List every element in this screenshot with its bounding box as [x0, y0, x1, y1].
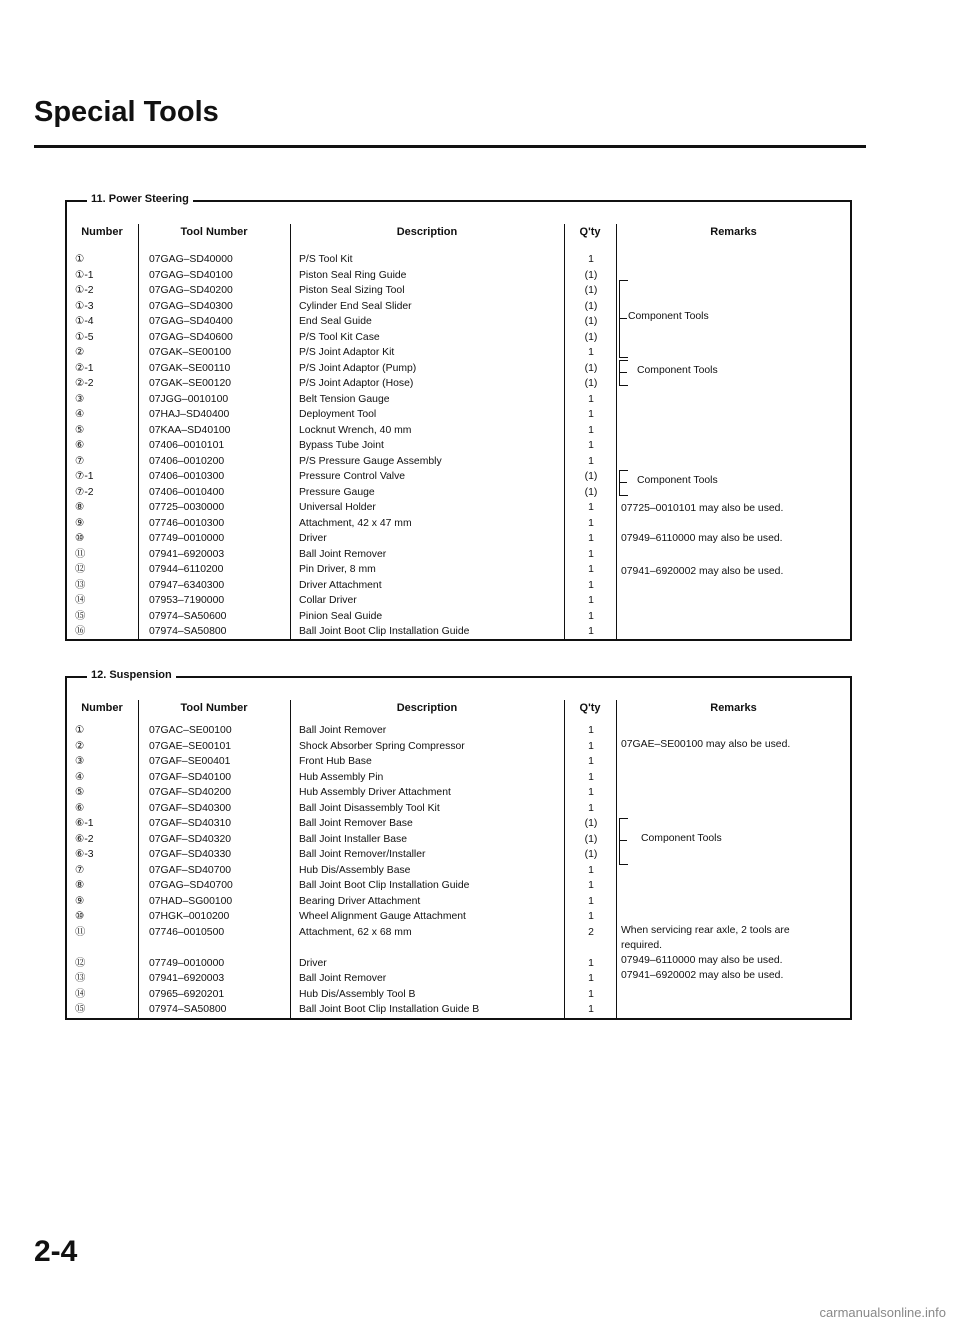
- number-cell: ③: [75, 393, 85, 405]
- number-cell: ⑭: [75, 595, 86, 606]
- qty-cell: 1: [588, 579, 594, 591]
- qty-cell: 1: [588, 957, 594, 969]
- number-column: [75, 723, 94, 1018]
- description-cell: Universal Holder: [299, 502, 376, 513]
- remark-bracket: [619, 470, 628, 496]
- number-cell: ④: [75, 771, 85, 783]
- number-cell: ⑦: [75, 864, 85, 876]
- tool-number-cell: 07406–0010101: [149, 440, 225, 451]
- remark-note: required.: [621, 940, 663, 951]
- number-cell: ②-1: [75, 362, 94, 374]
- number-cell: ①-2: [75, 285, 94, 296]
- column-divider: [564, 700, 565, 1018]
- number-cell: ⑪: [75, 548, 86, 560]
- tool-number-cell: 07GAF–SE00401: [149, 756, 231, 767]
- description-cell: Locknut Wrench, 40 mm: [299, 424, 412, 436]
- tool-number-cell: 07947–6340300: [149, 579, 225, 591]
- number-cell: ⑥-2: [75, 833, 94, 845]
- number-cell: ⑧: [75, 880, 85, 891]
- qty-cell: 1: [588, 802, 594, 814]
- qty-column: [567, 723, 615, 1018]
- tool-number-cell: 07406–0010300: [149, 471, 225, 482]
- qty-cell: 1: [588, 787, 594, 798]
- description-cell: Ball Joint Remover Base: [299, 818, 413, 829]
- remark-component-tools: Component Tools: [641, 833, 722, 844]
- description-cell: P/S Joint Adaptor (Hose): [299, 378, 414, 389]
- tool-number-cell: 07GAG–SD40400: [149, 316, 233, 327]
- qty-cell: (1): [584, 378, 598, 389]
- qty-cell: 2: [588, 926, 594, 938]
- tool-number-cell: 07GAG–SD40700: [149, 880, 233, 891]
- number-cell: ⑩: [75, 533, 85, 544]
- qty-cell: 1: [588, 517, 594, 529]
- number-cell: ①-3: [75, 300, 94, 312]
- description-cell: Pressure Control Valve: [299, 471, 406, 482]
- description-cell: Belt Tension Gauge: [299, 393, 390, 405]
- qty-cell: 1: [588, 548, 594, 560]
- description-cell: Bypass Tube Joint: [299, 440, 384, 451]
- description-cell: Ball Joint Installer Base: [299, 833, 408, 845]
- tool-number-cell: 07HGK–0010200: [149, 911, 230, 922]
- qty-cell: 1: [588, 502, 594, 513]
- description-cell: P/S Joint Adaptor Kit: [299, 347, 395, 358]
- qty-cell: (1): [584, 316, 598, 327]
- column-divider: [290, 700, 291, 1018]
- tool-number-cell: 07GAF–SD40100: [149, 771, 232, 783]
- qty-column: [567, 252, 615, 640]
- number-cell: ②: [75, 740, 85, 752]
- tool-number-cell: 07GAF–SD40330: [149, 849, 232, 860]
- number-cell: ②: [75, 347, 85, 358]
- qty-cell: (1): [584, 471, 598, 482]
- qty-cell: 1: [588, 756, 594, 767]
- qty-cell: 1: [588, 254, 594, 265]
- description-cell: Pressure Gauge: [299, 486, 375, 498]
- description-cell: P/S Tool Kit Case: [299, 331, 380, 343]
- tool-number-cell: 07953–7190000: [149, 595, 225, 606]
- tool-number-cell: 07KAA–SD40100: [149, 424, 231, 436]
- tool-number-cell: 07GAF–SD40310: [149, 818, 232, 829]
- number-cell: ⑤: [75, 787, 85, 798]
- qty-cell: 1: [588, 895, 594, 907]
- column-divider: [138, 700, 139, 1018]
- description-cell: Ball Joint Boot Clip Installation Guide B: [299, 1004, 480, 1015]
- tool-number-cell: [149, 940, 233, 956]
- description-cell: Pinion Seal Guide: [299, 610, 383, 622]
- tool-number-cell: 07GAK–SE00100: [149, 347, 232, 358]
- description-cell: Ball Joint Boot Clip Installation Guide: [299, 880, 470, 891]
- description-cell: Shock Absorber Spring Compressor: [299, 740, 465, 752]
- qty-cell: 1: [588, 740, 594, 752]
- tool-number-cell: 07JGG–0010100: [149, 393, 229, 405]
- qty-cell: (1): [584, 362, 598, 374]
- header-remarks: Remarks: [710, 702, 757, 714]
- description-cell: P/S Tool Kit: [299, 254, 353, 265]
- tool-number-cell: 07974–SA50800: [149, 1004, 227, 1015]
- column-divider: [564, 224, 565, 639]
- description-column: [299, 252, 469, 640]
- tool-number-cell: 07406–0010400: [149, 486, 225, 498]
- number-cell: ③: [75, 756, 85, 767]
- remark-alternate-tool: 07GAE–SE00100 may also be used.: [621, 739, 791, 750]
- suspension-section: [65, 669, 852, 1020]
- description-column: [299, 723, 479, 1018]
- tool-number-cell: 07941–6920003: [149, 973, 225, 984]
- tool-number-cell: 07GAF–SD40700: [149, 864, 232, 876]
- number-cell: ⑧: [75, 502, 85, 513]
- tool-number-cell: 07GAK–SE00110: [149, 362, 231, 374]
- tool-number-cell: 07GAG–SD40000: [149, 254, 233, 265]
- qty-cell: 1: [588, 988, 594, 1000]
- description-cell: Hub Assembly Pin: [299, 771, 384, 783]
- tool-number-cell: 07GAF–SD40200: [149, 787, 232, 798]
- tool-number-cell: 07974–SA50600: [149, 610, 227, 622]
- header-tool-number: Tool Number: [180, 702, 248, 714]
- number-cell: ⑥: [75, 802, 85, 814]
- number-cell: ①-1: [75, 269, 94, 281]
- qty-cell: 1: [588, 347, 594, 358]
- description-cell: Cylinder End Seal Slider: [299, 300, 412, 312]
- remark-bracket-tick: [619, 372, 627, 373]
- number-cell: ⑮: [75, 1004, 86, 1015]
- remark-component-tools: Component Tools: [628, 311, 709, 322]
- description-cell: Driver: [299, 957, 327, 969]
- remark-bracket: [619, 818, 628, 865]
- qty-cell: 1: [588, 973, 594, 984]
- description-cell: Front Hub Base: [299, 756, 372, 767]
- page-title: Special Tools: [34, 96, 219, 128]
- qty-cell: 1: [588, 455, 594, 467]
- tool-number-column: [149, 252, 233, 640]
- remark-component-tools: Component Tools: [637, 475, 718, 486]
- number-cell: ⑦-2: [75, 486, 94, 498]
- tool-number-cell: 07941–6920003: [149, 548, 225, 560]
- number-cell: ⑨: [75, 517, 85, 529]
- number-cell: ⑩: [75, 911, 85, 922]
- remark-alternate-tool: 07941–6920002 may also be used.: [621, 566, 784, 577]
- header-remarks: Remarks: [710, 226, 757, 238]
- description-cell: Piston Seal Sizing Tool: [299, 285, 405, 296]
- description-cell: Ball Joint Boot Clip Installation Guide: [299, 626, 470, 637]
- number-cell: ⑯: [75, 626, 86, 637]
- number-cell: ⑨: [75, 895, 85, 907]
- remark-alternate-tool: 07941–6920002 may also be used.: [621, 970, 784, 981]
- tool-number-cell: 07GAF–SD40300: [149, 802, 232, 814]
- tool-number-column: [149, 723, 233, 1018]
- tool-number-cell: 07725–0030000: [149, 502, 225, 513]
- qty-cell: 1: [588, 393, 594, 405]
- remark-bracket-tick: [619, 482, 627, 483]
- tool-number-cell: 07GAG–SD40600: [149, 331, 233, 343]
- description-cell: Hub Assembly Driver Attachment: [299, 787, 451, 798]
- number-cell: [75, 940, 94, 956]
- number-cell: ⑥-1: [75, 818, 94, 829]
- tool-number-cell: 07GAG–SD40200: [149, 285, 233, 296]
- description-cell: Ball Joint Remover: [299, 725, 387, 736]
- description-cell: Driver Attachment: [299, 579, 382, 591]
- tool-number-cell: 07746–0010300: [149, 517, 225, 529]
- qty-cell: (1): [584, 269, 598, 281]
- header-description: Description: [396, 226, 458, 238]
- tool-number-cell: 07749–0010000: [149, 957, 225, 969]
- qty-cell: 1: [588, 610, 594, 622]
- tool-number-cell: 07GAG–SD40100: [149, 269, 233, 281]
- watermark: carmanualsonline.info: [819, 1305, 946, 1320]
- number-cell: ⑥-3: [75, 849, 94, 860]
- description-cell: Attachment, 62 x 68 mm: [299, 926, 412, 938]
- number-cell: ④: [75, 409, 85, 420]
- column-divider: [138, 224, 139, 639]
- tool-number-cell: 07GAF–SD40320: [149, 833, 232, 845]
- qty-cell: (1): [584, 833, 598, 845]
- number-cell: ⑫: [75, 957, 86, 969]
- remark-bracket: [619, 360, 628, 386]
- qty-cell: 1: [588, 880, 594, 891]
- tool-number-cell: 07GAG–SD40300: [149, 300, 233, 312]
- description-cell: Hub Dis/Assembly Tool B: [299, 988, 416, 1000]
- qty-cell: 1: [588, 864, 594, 876]
- description-cell: Deployment Tool: [299, 409, 377, 420]
- number-cell: ⑤: [75, 424, 85, 436]
- qty-cell: (1): [584, 300, 598, 312]
- description-cell: Piston Seal Ring Guide: [299, 269, 407, 281]
- tool-number-cell: 07746–0010500: [149, 926, 225, 938]
- remark-note: When servicing rear axle, 2 tools are: [621, 925, 790, 936]
- description-cell: Hub Dis/Assembly Base: [299, 864, 411, 876]
- qty-cell: [567, 940, 615, 956]
- section-title: 11. Power Steering: [87, 193, 193, 205]
- qty-cell: (1): [584, 285, 598, 296]
- column-divider: [616, 700, 617, 1018]
- qty-cell: 1: [588, 440, 594, 451]
- header-qty: Q'ty: [579, 702, 601, 714]
- qty-cell: 1: [588, 771, 594, 783]
- number-cell: ①-5: [75, 331, 94, 343]
- qty-cell: 1: [588, 533, 594, 544]
- header-qty: Q'ty: [579, 226, 601, 238]
- description-cell: Bearing Driver Attachment: [299, 895, 421, 907]
- qty-cell: 1: [588, 626, 594, 637]
- remark-alternate-tool: 07725–0010101 may also be used.: [621, 503, 784, 514]
- tool-number-cell: 07974–SA50800: [149, 626, 227, 637]
- qty-cell: 1: [588, 911, 594, 922]
- qty-cell: 1: [588, 1004, 594, 1015]
- tool-number-cell: 07HAJ–SD40400: [149, 409, 230, 420]
- qty-cell: (1): [584, 486, 598, 498]
- description-cell: Ball Joint Remover: [299, 973, 387, 984]
- number-cell: ①: [75, 725, 85, 736]
- tool-number-cell: 07GAK–SE00120: [149, 378, 232, 389]
- description-cell: Ball Joint Disassembly Tool Kit: [299, 802, 440, 814]
- description-cell: Ball Joint Remover/Installer: [299, 849, 426, 860]
- column-divider: [290, 224, 291, 639]
- power-steering-section: [65, 193, 852, 641]
- number-cell: ⑬: [75, 973, 86, 984]
- description-cell: P/S Pressure Gauge Assembly: [299, 455, 442, 467]
- description-cell: Collar Driver: [299, 595, 357, 606]
- qty-cell: 1: [588, 409, 594, 420]
- number-cell: ⑥: [75, 440, 85, 451]
- qty-cell: (1): [584, 818, 598, 829]
- remark-bracket: [619, 280, 628, 358]
- tool-number-cell: 07GAE–SE00101: [149, 740, 232, 752]
- remark-bracket-tick: [619, 318, 627, 319]
- tool-number-cell: 07965–6920201: [149, 988, 225, 1000]
- number-cell: ①-4: [75, 316, 94, 327]
- description-cell: Wheel Alignment Gauge Attachment: [299, 911, 466, 922]
- tool-number-cell: 07944–6110200: [149, 564, 224, 575]
- description-cell: Pin Driver, 8 mm: [299, 564, 376, 575]
- tool-number-cell: 07406–0010200: [149, 455, 225, 467]
- number-cell: ⑦-1: [75, 471, 94, 482]
- number-cell: ⑭: [75, 988, 86, 1000]
- qty-cell: 1: [588, 725, 594, 736]
- tool-number-cell: 07HAD–SG00100: [149, 895, 233, 907]
- remark-component-tools: Component Tools: [637, 365, 718, 376]
- section-title: 12. Suspension: [87, 669, 176, 681]
- header-tool-number: Tool Number: [180, 226, 248, 238]
- number-cell: ⑬: [75, 579, 86, 591]
- description-cell: P/S Joint Adaptor (Pump): [299, 362, 417, 374]
- qty-cell: 1: [588, 424, 594, 436]
- header-description: Description: [396, 702, 458, 714]
- table-header: [67, 702, 850, 718]
- qty-cell: 1: [588, 564, 594, 575]
- remark-alternate-tool: 07949–6110000 may also be used.: [621, 533, 783, 544]
- qty-cell: (1): [584, 849, 598, 860]
- column-divider: [616, 224, 617, 639]
- number-cell: ②-2: [75, 378, 94, 389]
- number-column: [75, 252, 94, 640]
- page-number: 2-4: [34, 1235, 78, 1268]
- description-cell: Attachment, 42 x 47 mm: [299, 517, 412, 529]
- description-cell: [299, 940, 479, 956]
- number-cell: ⑫: [75, 564, 86, 575]
- description-cell: End Seal Guide: [299, 316, 372, 327]
- title-rule: [34, 145, 866, 148]
- number-cell: ⑦: [75, 455, 85, 467]
- tool-number-cell: 07749–0010000: [149, 533, 225, 544]
- header-number: Number: [81, 702, 123, 714]
- description-cell: Driver: [299, 533, 327, 544]
- description-cell: Ball Joint Remover: [299, 548, 387, 560]
- header-number: Number: [81, 226, 123, 238]
- number-cell: ⑪: [75, 926, 86, 938]
- tool-number-cell: 07GAC–SE00100: [149, 725, 232, 736]
- remark-bracket-tick: [619, 840, 627, 841]
- qty-cell: (1): [584, 331, 598, 343]
- remark-alternate-tool: 07949–6110000 may also be used.: [621, 955, 783, 966]
- qty-cell: 1: [588, 595, 594, 606]
- number-cell: ①: [75, 254, 85, 265]
- number-cell: ⑮: [75, 610, 86, 622]
- table-header: [67, 226, 850, 242]
